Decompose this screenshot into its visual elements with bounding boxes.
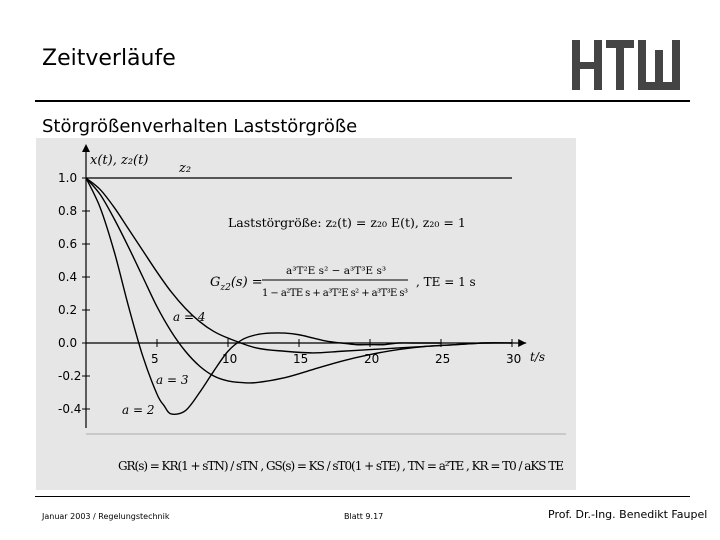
bottom-formula: GR(s) = KR(1 + sTN) / sTN , GS(s) = KS / sT0(1 + sTE) , TN = a²TE , KR = T0 / aKS TE [118, 459, 564, 473]
curve-label-a4: a = 4 [173, 310, 206, 324]
footer-page: Blatt 9.17 [344, 512, 384, 521]
htw-logo [572, 40, 692, 90]
footer-author: Prof. Dr.-Ing. Benedikt Faupel [548, 508, 708, 521]
y-tick-label: 0.8 [58, 204, 78, 218]
response-figure [36, 138, 576, 490]
y-axis-label: x(t), z₂(t) [90, 153, 149, 168]
x-tick-label: 15 [293, 352, 309, 366]
slide-subtitle: Störgrößenverhalten Laststörgröße [42, 116, 358, 137]
y-axis-arrow [82, 144, 90, 152]
x-tick-label: 20 [364, 352, 380, 366]
disturbance-label: z₂ [179, 161, 192, 176]
y-tick-label: 0.0 [58, 336, 78, 350]
disturbance-text: Laststörgröße: z₂(t) = z₂₀ E(t), z₂₀ = 1 [228, 215, 466, 230]
transfer-lhs: $G_{z2}(s)$ = [210, 275, 263, 293]
x-tick-label: 5 [151, 352, 159, 366]
y-tick-label: -0.2 [58, 369, 82, 383]
footer-course: Januar 2003 / Regelungstechnik [42, 512, 170, 521]
transfer-numerator: a³T²E s² − a³T³E s³ [286, 265, 387, 277]
response-chart [36, 138, 576, 490]
y-tick-label: 0.6 [58, 237, 78, 251]
transfer-denominator: 1 − a²TE s + a³T²E s² + a³T³E s³ [262, 288, 408, 299]
x-tick-label: 30 [506, 352, 522, 366]
te-label: , TE = 1 s [416, 275, 476, 289]
y-tick-label: 1.0 [58, 171, 78, 185]
y-tick-label: -0.4 [58, 402, 82, 416]
x-axis-label: t/s [530, 350, 546, 364]
slide-title: Zeitverläufe [42, 46, 176, 71]
footer-divider [35, 496, 690, 497]
x-axis-arrow [518, 339, 526, 347]
curve-label-a3: a = 3 [156, 373, 189, 387]
title-divider [35, 100, 690, 102]
transfer-function [210, 265, 476, 299]
y-tick-label: 0.2 [58, 303, 78, 317]
x-tick-label: 25 [435, 352, 451, 366]
curve-label-a2: a = 2 [122, 403, 155, 417]
x-tick-label: 10 [222, 352, 238, 366]
y-tick-label: 0.4 [58, 270, 78, 284]
